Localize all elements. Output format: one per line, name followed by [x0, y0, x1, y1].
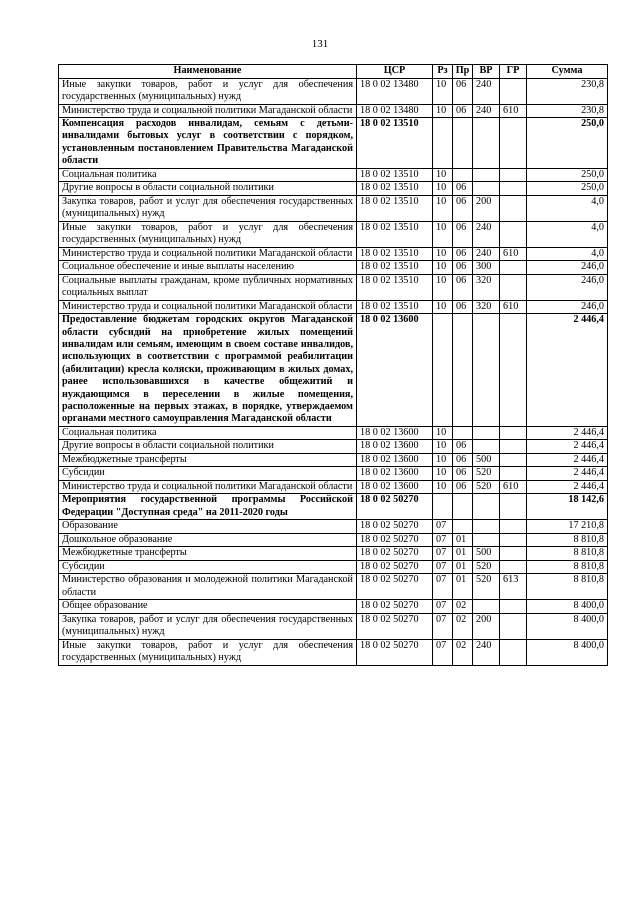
cell-name: Социальные выплаты гражданам, кроме публичных нормативных социальных выплат [59, 274, 357, 300]
cell-csr: 18 0 02 13600 [357, 467, 433, 481]
table-row [59, 274, 608, 300]
table-row [59, 221, 608, 247]
cell-sum: 2 446,4 [527, 480, 608, 494]
cell-csr: 18 0 02 13510 [357, 261, 433, 275]
cell-sum: 8 810,8 [527, 533, 608, 547]
cell-pr [453, 494, 473, 520]
cell-csr: 18 0 02 50270 [357, 520, 433, 534]
cell-vr: 500 [473, 453, 500, 467]
cell-gr [500, 440, 527, 454]
cell-name: Иные закупки товаров, работ и услуг для обеспечения государственных (муниципальных) нужд [59, 78, 357, 104]
table-row [59, 520, 608, 534]
cell-gr: 610 [500, 480, 527, 494]
cell-name: Другие вопросы в области социальной политики [59, 440, 357, 454]
cell-csr: 18 0 02 50270 [357, 547, 433, 561]
cell-name: Другие вопросы в области социальной политики [59, 182, 357, 196]
cell-rz: 07 [433, 639, 453, 665]
cell-rz: 10 [433, 300, 453, 314]
cell-rz: 07 [433, 547, 453, 561]
header-rz: Рз [433, 65, 453, 79]
cell-rz: 07 [433, 574, 453, 600]
table-row [59, 453, 608, 467]
table-row [59, 480, 608, 494]
cell-pr: 06 [453, 247, 473, 261]
cell-sum: 8 400,0 [527, 600, 608, 614]
cell-rz: 10 [433, 168, 453, 182]
cell-vr: 300 [473, 261, 500, 275]
table-row [59, 494, 608, 520]
table-row [59, 639, 608, 665]
cell-gr [500, 274, 527, 300]
cell-gr [500, 195, 527, 221]
table-row [59, 314, 608, 427]
cell-rz: 10 [433, 221, 453, 247]
cell-gr [500, 613, 527, 639]
table-row [59, 78, 608, 104]
cell-rz: 10 [433, 453, 453, 467]
table-row [59, 574, 608, 600]
cell-sum: 4,0 [527, 221, 608, 247]
cell-vr: 200 [473, 613, 500, 639]
cell-sum: 246,0 [527, 300, 608, 314]
cell-csr: 18 0 02 13510 [357, 221, 433, 247]
cell-csr: 18 0 02 13480 [357, 104, 433, 118]
cell-rz: 07 [433, 520, 453, 534]
cell-csr: 18 0 02 13600 [357, 480, 433, 494]
cell-rz: 10 [433, 480, 453, 494]
cell-pr: 06 [453, 467, 473, 481]
cell-name: Субсидии [59, 560, 357, 574]
cell-gr: 610 [500, 104, 527, 118]
cell-gr [500, 453, 527, 467]
cell-csr: 18 0 02 50270 [357, 574, 433, 600]
cell-vr: 240 [473, 639, 500, 665]
cell-rz: 10 [433, 261, 453, 275]
cell-vr [473, 168, 500, 182]
cell-gr [500, 467, 527, 481]
cell-vr: 500 [473, 547, 500, 561]
table-header-row [59, 65, 608, 79]
cell-vr: 520 [473, 467, 500, 481]
cell-csr: 18 0 02 13510 [357, 168, 433, 182]
cell-pr [453, 168, 473, 182]
cell-name: Межбюджетные трансферты [59, 453, 357, 467]
table-row [59, 547, 608, 561]
cell-sum: 4,0 [527, 195, 608, 221]
cell-vr: 320 [473, 274, 500, 300]
cell-pr: 06 [453, 480, 473, 494]
cell-rz [433, 494, 453, 520]
cell-rz: 07 [433, 560, 453, 574]
cell-rz: 10 [433, 247, 453, 261]
cell-sum: 250,0 [527, 182, 608, 196]
header-gr: ГР [500, 65, 527, 79]
cell-pr: 06 [453, 221, 473, 247]
table-row [59, 182, 608, 196]
table-row [59, 600, 608, 614]
cell-pr: 06 [453, 104, 473, 118]
header-vr: ВР [473, 65, 500, 79]
cell-sum: 230,8 [527, 78, 608, 104]
cell-gr [500, 221, 527, 247]
cell-sum: 250,0 [527, 168, 608, 182]
cell-sum: 2 446,4 [527, 467, 608, 481]
cell-vr [473, 520, 500, 534]
cell-vr [473, 440, 500, 454]
cell-sum: 8 810,8 [527, 560, 608, 574]
cell-gr [500, 314, 527, 427]
cell-csr: 18 0 02 13510 [357, 182, 433, 196]
table-row [59, 533, 608, 547]
cell-sum: 8 810,8 [527, 574, 608, 600]
cell-pr: 06 [453, 300, 473, 314]
cell-vr: 520 [473, 480, 500, 494]
cell-gr [500, 600, 527, 614]
cell-vr: 240 [473, 221, 500, 247]
cell-name: Министерство труда и социальной политики Магаданской области [59, 480, 357, 494]
cell-csr: 18 0 02 50270 [357, 613, 433, 639]
cell-pr [453, 520, 473, 534]
cell-gr: 613 [500, 574, 527, 600]
page-number: 131 [311, 38, 329, 50]
cell-vr [473, 314, 500, 427]
cell-gr [500, 520, 527, 534]
table-row [59, 426, 608, 440]
cell-name: Социальная политика [59, 168, 357, 182]
cell-pr [453, 118, 473, 169]
cell-csr: 18 0 02 50270 [357, 600, 433, 614]
cell-name: Компенсация расходов инвалидам, семьям с детьми-инвалидами бытовых услуг в соответствии с порядком, установленным постановлением Правительства Магаданской области [59, 118, 357, 169]
cell-csr: 18 0 02 50270 [357, 533, 433, 547]
cell-sum: 8 400,0 [527, 639, 608, 665]
cell-gr: 610 [500, 247, 527, 261]
table-row [59, 467, 608, 481]
cell-pr: 01 [453, 574, 473, 600]
cell-vr: 200 [473, 195, 500, 221]
cell-pr: 06 [453, 182, 473, 196]
table-row [59, 195, 608, 221]
cell-sum: 2 446,4 [527, 453, 608, 467]
cell-name: Субсидии [59, 467, 357, 481]
cell-csr: 18 0 02 13480 [357, 78, 433, 104]
header-csr: ЦСР [357, 65, 433, 79]
header-sum: Сумма [527, 65, 608, 79]
cell-gr [500, 118, 527, 169]
cell-vr: 240 [473, 247, 500, 261]
cell-name: Общее образование [59, 600, 357, 614]
cell-name: Предоставление бюджетам городских округов Магаданской области субсидий на приобретение жилых помещений инвалидам или семьям, имеющим в своем составе инвалидов, использующих в соответствии с программой реабилитации (абилитации) кресла коляски, проживающим в жилых домах, ранее использовавшихся в качестве общежитий и нуждающимся в переселении в жилые помещения, расположенные на первых этажах, в порядке, утверждаемом органами местного самоуправления Магаданской области [59, 314, 357, 427]
cell-rz [433, 314, 453, 427]
table-row [59, 118, 608, 169]
cell-sum: 2 446,4 [527, 440, 608, 454]
cell-vr [473, 494, 500, 520]
cell-csr: 18 0 02 13510 [357, 300, 433, 314]
cell-sum: 2 446,4 [527, 314, 608, 427]
cell-rz: 10 [433, 467, 453, 481]
cell-vr [473, 600, 500, 614]
cell-name: Мероприятия государственной программы Российской Федерации "Доступная среда" на 2011-2020 годы [59, 494, 357, 520]
cell-rz: 10 [433, 78, 453, 104]
cell-pr: 02 [453, 639, 473, 665]
cell-pr: 06 [453, 274, 473, 300]
cell-pr [453, 426, 473, 440]
cell-sum: 17 210,8 [527, 520, 608, 534]
cell-csr: 18 0 02 13510 [357, 118, 433, 169]
cell-rz: 10 [433, 195, 453, 221]
cell-vr: 240 [473, 78, 500, 104]
cell-sum: 8 810,8 [527, 547, 608, 561]
cell-sum: 8 400,0 [527, 613, 608, 639]
cell-sum: 4,0 [527, 247, 608, 261]
table-row [59, 613, 608, 639]
cell-csr: 18 0 02 13510 [357, 247, 433, 261]
cell-name: Иные закупки товаров, работ и услуг для обеспечения государственных (муниципальных) нужд [59, 221, 357, 247]
cell-pr: 02 [453, 600, 473, 614]
header-name: Наименование [59, 65, 357, 79]
table-row [59, 300, 608, 314]
cell-vr [473, 426, 500, 440]
cell-rz: 07 [433, 600, 453, 614]
cell-csr: 18 0 02 13600 [357, 426, 433, 440]
cell-name: Закупка товаров, работ и услуг для обеспечения государственных (муниципальных) нужд [59, 613, 357, 639]
cell-pr: 06 [453, 261, 473, 275]
cell-rz: 10 [433, 182, 453, 196]
cell-vr: 320 [473, 300, 500, 314]
cell-gr [500, 78, 527, 104]
cell-csr: 18 0 02 50270 [357, 639, 433, 665]
cell-name: Социальная политика [59, 426, 357, 440]
cell-rz: 10 [433, 274, 453, 300]
cell-sum: 230,8 [527, 104, 608, 118]
cell-gr [500, 533, 527, 547]
cell-pr: 06 [453, 78, 473, 104]
table-row [59, 168, 608, 182]
cell-csr: 18 0 02 13510 [357, 274, 433, 300]
cell-rz: 10 [433, 104, 453, 118]
cell-csr: 18 0 02 13510 [357, 195, 433, 221]
cell-pr: 01 [453, 560, 473, 574]
cell-vr [473, 182, 500, 196]
cell-pr: 06 [453, 453, 473, 467]
cell-gr [500, 494, 527, 520]
cell-csr: 18 0 02 50270 [357, 494, 433, 520]
cell-pr: 02 [453, 613, 473, 639]
cell-name: Межбюджетные трансферты [59, 547, 357, 561]
cell-pr: 06 [453, 195, 473, 221]
cell-vr: 520 [473, 574, 500, 600]
cell-pr [453, 314, 473, 427]
cell-name: Образование [59, 520, 357, 534]
cell-vr: 240 [473, 104, 500, 118]
cell-rz: 10 [433, 426, 453, 440]
cell-sum: 18 142,6 [527, 494, 608, 520]
header-pr: Пр [453, 65, 473, 79]
cell-csr: 18 0 02 50270 [357, 560, 433, 574]
cell-name: Социальное обеспечение и иные выплаты населению [59, 261, 357, 275]
cell-rz: 10 [433, 440, 453, 454]
cell-name: Министерство образования и молодежной политики Магаданской области [59, 574, 357, 600]
cell-gr [500, 182, 527, 196]
table-row [59, 261, 608, 275]
cell-name: Министерство труда и социальной политики Магаданской области [59, 104, 357, 118]
cell-gr [500, 639, 527, 665]
cell-csr: 18 0 02 13600 [357, 440, 433, 454]
cell-vr [473, 118, 500, 169]
cell-rz: 07 [433, 533, 453, 547]
cell-pr: 01 [453, 547, 473, 561]
cell-rz [433, 118, 453, 169]
cell-csr: 18 0 02 13600 [357, 453, 433, 467]
table-body [59, 78, 608, 665]
cell-csr: 18 0 02 13600 [357, 314, 433, 427]
cell-gr [500, 560, 527, 574]
cell-rz: 07 [433, 613, 453, 639]
cell-vr [473, 533, 500, 547]
cell-pr: 01 [453, 533, 473, 547]
cell-name: Иные закупки товаров, работ и услуг для обеспечения государственных (муниципальных) нужд [59, 639, 357, 665]
cell-name: Министерство труда и социальной политики Магаданской области [59, 300, 357, 314]
cell-sum: 2 446,4 [527, 426, 608, 440]
cell-pr: 06 [453, 440, 473, 454]
cell-sum: 250,0 [527, 118, 608, 169]
cell-gr [500, 547, 527, 561]
table-row [59, 560, 608, 574]
cell-gr [500, 168, 527, 182]
cell-gr [500, 261, 527, 275]
cell-name: Дошкольное образование [59, 533, 357, 547]
cell-gr: 610 [500, 300, 527, 314]
cell-vr: 520 [473, 560, 500, 574]
cell-name: Министерство труда и социальной политики Магаданской области [59, 247, 357, 261]
cell-sum: 246,0 [527, 261, 608, 275]
table-row [59, 440, 608, 454]
cell-name: Закупка товаров, работ и услуг для обеспечения государственных (муниципальных) нужд [59, 195, 357, 221]
cell-sum: 246,0 [527, 274, 608, 300]
budget-table [58, 64, 608, 666]
table-row [59, 104, 608, 118]
table-row [59, 247, 608, 261]
cell-gr [500, 426, 527, 440]
